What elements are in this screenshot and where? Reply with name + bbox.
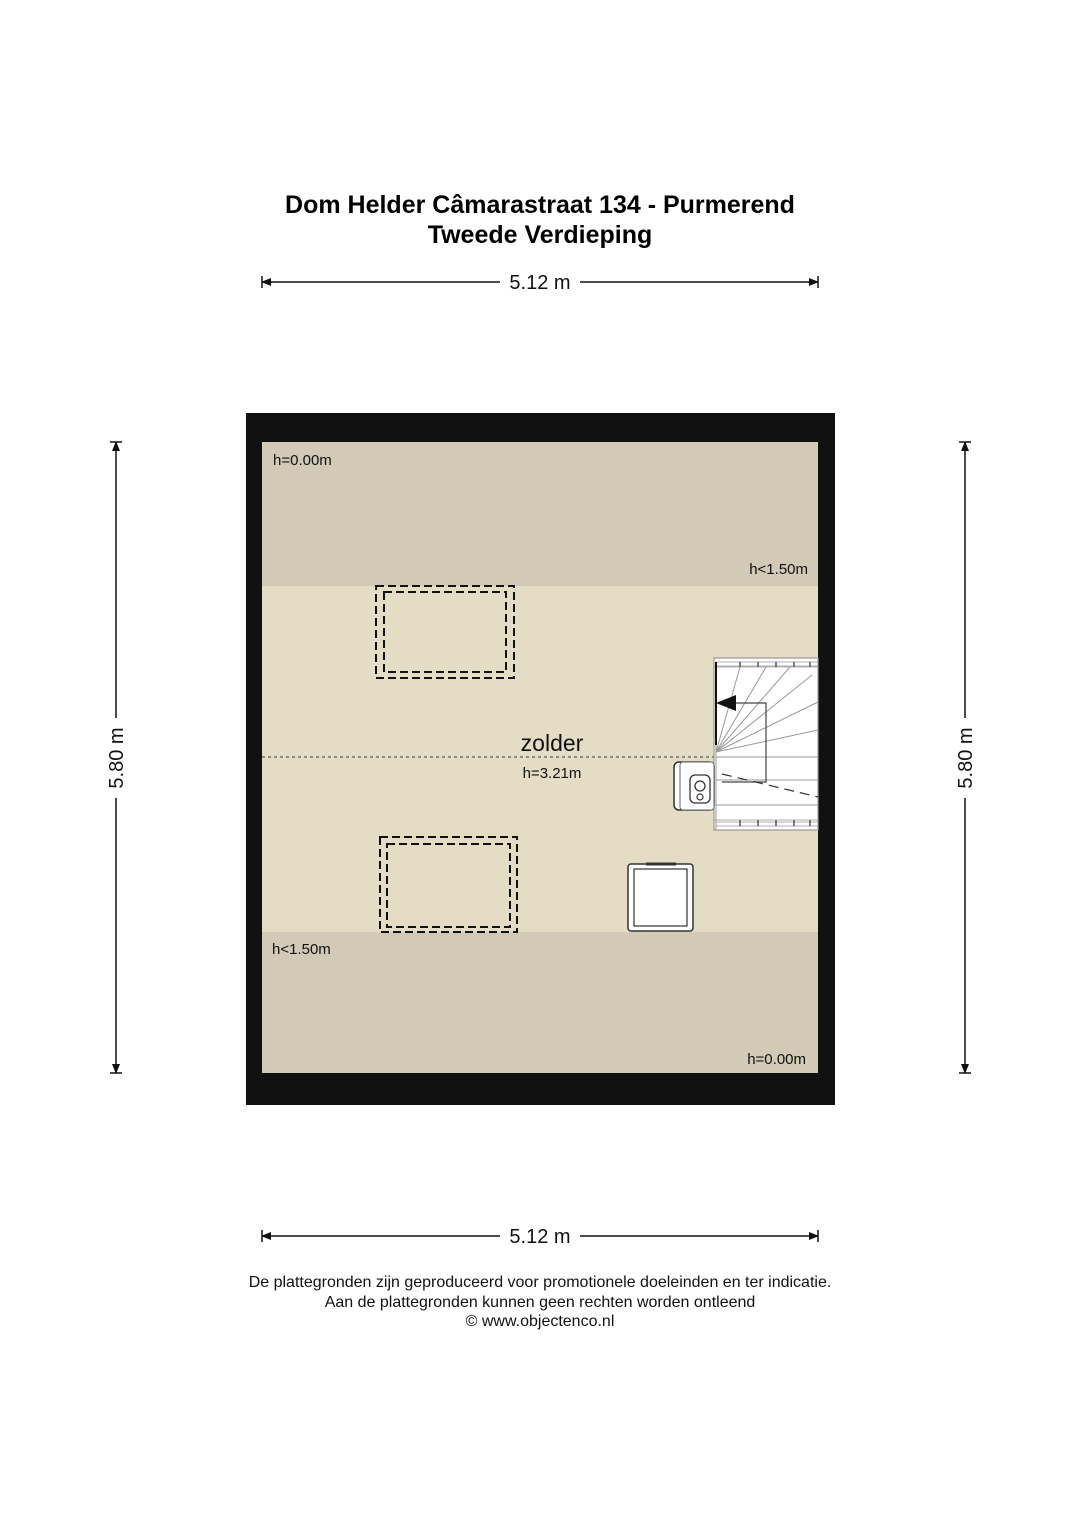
room-name: zolder bbox=[520, 730, 584, 756]
disclaimer-line-1: De plattegronden zijn geproduceerd voor promotionele doeleinden en ter indicatie. bbox=[248, 1274, 832, 1291]
copyright-link[interactable]: © www.objectenco.nl bbox=[465, 1313, 615, 1330]
dimension-right-label: 5.80 m bbox=[955, 727, 977, 789]
dimension-top bbox=[262, 272, 818, 294]
washing-machine-icon bbox=[628, 864, 693, 931]
height-mark-bottom-right: h=0.00m bbox=[747, 1051, 806, 1068]
floor-subtitle: Tweede Verdieping bbox=[427, 221, 653, 249]
height-mark-lower-left: h<1.50m bbox=[272, 941, 331, 958]
dimension-right bbox=[955, 442, 977, 1073]
page-title: Dom Helder Câmarastraat 134 - Purmerend bbox=[285, 191, 795, 219]
staircase bbox=[714, 658, 818, 830]
disclaimer-line-2: Aan de plattegronden kunnen geen rechten worden ontleend bbox=[324, 1294, 756, 1311]
dimension-left-label: 5.80 m bbox=[106, 727, 128, 789]
low-height-zone-bottom bbox=[262, 932, 818, 1073]
height-mark-upper-right: h<1.50m bbox=[749, 561, 808, 578]
low-height-zone-top bbox=[262, 442, 818, 586]
dimension-top-label: 5.12 m bbox=[509, 272, 571, 294]
dimension-bottom bbox=[262, 1226, 818, 1248]
height-mark-top-left: h=0.00m bbox=[273, 452, 332, 469]
room-height: h=3.21m bbox=[522, 765, 582, 782]
dimension-bottom-label: 5.12 m bbox=[509, 1226, 571, 1248]
boiler-icon bbox=[674, 762, 714, 810]
dimension-left bbox=[106, 442, 128, 1073]
